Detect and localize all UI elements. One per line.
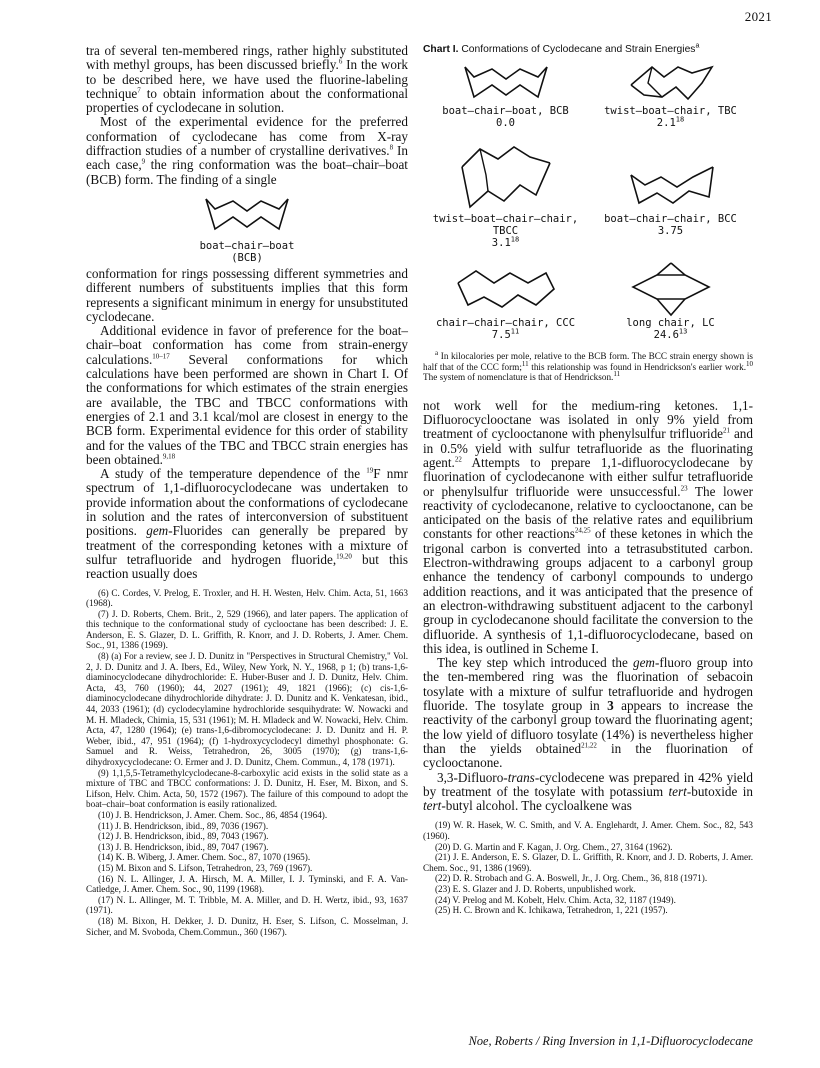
right-column [423,44,753,916]
page-number: 2021 [744,9,772,24]
paragraph: Additional evidence in favor of preference for the boat–chair–boat conformation has come from strain-energy calculations.$^{10-17}$ Several conformations for which calculations have been performed are shown in Chart I. Of the conformations for which estimates of the strain energies are available, the TBC and TBCC conformations with energies of 2.1 and 3.1 kcal/mol are closest in energy to the BCB form. Experimental evidence for this order of stability and for the values of the TBC and TBCC strain energies has been obtained.$^{9,18}$ [86,323,408,467]
reference-item: (13) J. B. Hendrickson, ibid., 89, 7047 (1967). [98,841,269,852]
reference-item: (14) K. B. Wiberg, J. Amer. Chem. Soc., 87, 1070 (1965). [98,852,311,863]
reference-item: (17) N. L. Allinger, M. T. Tribble, M. A. Miller, and D. H. Wertz, ibid., 93, 1637 (1971). [86,894,408,916]
strain-energy: $7.5^{11}$ [491,327,520,341]
bcb-figure-abbr: (BCB) [231,251,263,264]
reference-item: (19) W. R. Hasek, W. C. Smith, and V. A. Englehardt, J. Amer. Chem. Soc., 82, 543 (1960). [423,820,753,841]
paragraph: not work well for the medium-ring ketones. 1,1-Difluorocyclooctane was isolated in only 9% yield from treatment of cyclooctanone with phenylsulfur trifluoride$^{21}$ and in 0.5% yield with sulfur tetrafluoride as the fluorinating agent.$^{22}$ Attempts to prepare 1,1-difluorocyclodecane by fluorination of cyclodecanone with either sulfur tetrafluoride or phenylsulfur trifluoride were unsuccessful.$^{23}$ The lower reactivity of cyclodecanone, relative to cyclooctanone, can be anticipated on the basis of the relative rates and equilibrium constants for other reactions$^{24,25}$ of these ketones in which the trigonal carbon is converted into a tetrasubstituted carbon. Electron-withdrawing groups adjacent to a carbonyl group enhance the tendency of carbonyl compounds to undergo addition reactions, and it was anticipated that the presence of an electron-withdrawing substituent adjacent to the carbonyl group in cyclodecanone should facilitate the conversion to the difluoride. A synthesis of 1,1-difluorocyclodecane, based on this idea, is outlined in Scheme I. [423,397,754,656]
reference-item: (9) 1,1,5,5-Tetramethylcyclodecane-8-carboxylic acid exists in the solid state as a mixture of TBC and TBCC conformations: J. D. Dunitz, H. Eser, M. Bixon, and S. Lifson, Helv. Chim. Acta, 50, 1572 (1967). The failure of this compound to adopt the boat–chair–boat conformation is easily rationalized. [86,767,408,810]
conformation-name: chair–chair–chair, CCC [435,317,576,329]
reference-item: (20) D. G. Martin and F. Kagan, J. Org. Chem., 27, 3164 (1962). [435,841,673,852]
bcb-figure [86,195,408,264]
tbc-drawing [626,61,716,105]
reference-item: (18) M. Bixon, H. Dekker, J. D. Dunitz, H. Eser, S. Lifson, C. Mosselman, J. Sicher, and M. Svoboda, Chem.Commun., 360 (1967). [86,915,408,937]
conformation-bcc [588,141,753,249]
reference-item: (23) E. S. Glazer and J. D. Roberts, unpublished work. [435,883,636,894]
reference-item: (12) J. B. Hendrickson, ibid., 89, 7043 (1967). [98,831,269,842]
left-body-top [86,44,408,187]
chart-footnote: $^a$ In kilocalories per mole, relative to the BCB form. The BCC strain energy shown is half that of the CCC form;$^{11}$ this relationship was found in Hendrickson's earlier work.$^{10}$ The system of nomenclature is that of Hendrickson.$^{11}$ [423,348,754,383]
right-references [423,820,753,915]
strain-energy: 24.6$^{13}$ [653,327,688,341]
strain-energy: 0.0 [496,117,515,129]
bcb-figure-label: boat–chair–boat [199,239,295,252]
conformation-tbc [588,61,753,129]
conformation-name: boat–chair–chair, BCC [604,213,737,225]
conformation-name: twist–boat–chair–chair, TBCC [432,213,579,237]
conformation-name: boat–chair–boat, BCB [442,105,569,117]
conformation-bcb [423,61,588,129]
lc-drawing [629,261,713,317]
reference-item: (24) V. Prelog and M. Kobelt, Helv. Chim. Acta, 32, 1187 (1949). [435,894,676,905]
bcb-conformation-drawing [203,195,291,239]
reference-item: (6) C. Cordes, V. Prelog, E. Troxler, and H. H. Westen, Helv. Chim. Acta, 51, 1663 (1968). [86,587,408,609]
left-column [86,44,408,937]
strain-energy: $3.1^{18}$ [491,235,520,249]
left-references [86,588,408,938]
reference-item: (21) J. E. Anderson, E. S. Glazer, D. L. Griffith, R. Knorr, and J. D. Roberts, J. Amer. Chem. Soc., 91, 1386 (1969). [423,852,753,873]
conformation-ccc [423,261,588,341]
conformation-name: long chair, LC [626,317,715,329]
reference-item: (7) J. D. Roberts, Chem. Brit., 2, 529 (1966), and later papers. The application of this technique to the conformational study of cyclooctane has been described: J. E. Anderson, E. S. Glazer, D. L. Griffith, R. Knorr, and J. D. Roberts, J. Amer. Chem. Soc., 91, 1386 (1969). [86,608,408,651]
reference-item: (22) D. R. Strobach and G. A. Boswell, Jr., J. Org. Chem., 36, 818 (1971). [435,873,708,884]
reference-item: (25) H. C. Brown and K. Ichikawa, Tetrahedron, 1, 221 (1957). [435,905,668,916]
paragraph: conformation for rings possessing different symmetries and different numbers of substituents implies that this form represents a significant minimum in energy for unsubstituted cyclodecane. [86,265,408,324]
reference-item: (8) (a) For a review, see J. D. Dunitz in "Perspectives in Structural Chemistry," Vol. 2, J. D. Dunitz and J. A. Ibers, Ed., Wiley, New York, N. Y., 1968, p 1; (b) trans-1,6-diaminocyclodecane dihydrochloride: E. Huber-Buser and J. D. Dunitz, Helv. Chim. Acta, 43, 760 (1960); 44, 2027 (1961); 49, 1821 (1966); (c) cis-1,6-diaminocyclodecane dihydrochloride dihydrate: J. D. Dunitz and K. Venkatesan, ibid., 44, 2033 (1961); (d) cyclodecylamine hydrochloride sesquihydrate: W. Nowacki and M. H. Mladeck, Chimia, 15, 531 (1961); M. H. Mladeck and W. Nowacki, Helv. Chim. Acta, 47, 1280 (1964); (e) trans-1,6-dibromocyclodecane: J. D. Dunitz and H. P. Weber, ibid., 47, 951 (1964); (f) 1-hydroxycyclodecyl dimethyl phosphonate: G. Samuel and R. Weiss, Tetrahedron, 26, 3005 (1970); (g) trans-1,6-dihydroxycyclodecane: O. Ermer and J. D. Dunitz, Chem. Commun., 4, 178 (1971). [86,651,408,767]
reference-item: (10) J. B. Hendrickson, J. Amer. Chem. Soc., 86, 4854 (1964). [98,809,328,820]
reference-item: (11) J. B. Hendrickson, ibid., 89, 7036 (1967). [98,820,269,831]
right-body [423,399,753,814]
conformation-lc [588,261,753,341]
ccc-drawing [454,261,558,317]
paragraph: The key step which introduced the gem-fluoro group into the ten-membered ring was the fluorination of sebacoin tosylate with a mixture of sulfur tetrafluoride and hydrogen fluoride. The tosylate group in 3 appears to increase the reactivity of the carbonyl group toward the fluorinating agent; the low yield of difluoro tosylate (14%) is nevertheless higher than the yields obtained$^{21,22}$ in the fluorination of cyclooctanone. [423,655,753,771]
chart-title: Chart I. Conformations of Cyclodecane and Strain Energies$^a$ [423,42,700,55]
reference-item: (15) M. Bixon and S. Lifson, Tetrahedron, 23, 769 (1967). [98,862,313,873]
strain-energy: 3.75 [657,225,684,237]
strain-energy: $2.1^{18}$ [656,115,685,129]
bcc-drawing [625,141,717,213]
running-footer: Noe, Roberts / Ring Inversion in 1,1-Difluorocyclodecane [468,1034,753,1048]
paragraph: 3,3-Difluoro-trans-cyclodecene was prepared in 42% yield by treatment of the tosylate with potassium tert-butoxide in tert-butyl alcohol. The cycloalkene was [423,769,753,814]
conformation-chart [423,61,753,341]
paragraph: Most of the experimental evidence for the preferred conformation of cyclodecane has come from X-ray diffraction studies of a number of crystalline derivatives.$^8$ In each case,$^9$ the ring conformation was the boat–chair–boat (BCB) form. The finding of a single [86,114,408,187]
bcb-drawing [462,61,550,105]
left-body-bottom [86,267,408,582]
paragraph: tra of several ten-membered rings, rather highly substituted with methyl groups, has been discussed briefly.$^6$ In the work to be described here, we have used the fluorine-labeling technique$^7$ to obtain information about the conformational properties of cyclodecane in solution. [86,43,408,116]
tbcc-drawing [458,141,554,213]
reference-item: (16) N. L. Allinger, J. A. Hirsch, M. A. Miller, I. J. Tyminski, and F. A. Van-Catledge, J. Amer. Chem. Soc., 90, 1199 (1968). [86,873,408,895]
paragraph: A study of the temperature dependence of the $^{19}$F nmr spectrum of 1,1-difluorocyclodecane was undertaken to provide information about the conformations of cyclodecane in solution and the rates of interconversion of substituent positions. gem-Fluorides can generally be prepared by treatment of the corresponding ketones with a mixture of sulfur tetrafluoride and hydrogen fluoride,$^{19,20}$ but this reaction usually does [86,466,408,582]
conformation-tbcc [423,141,588,249]
conformation-name: twist–boat–chair, TBC [604,105,737,117]
